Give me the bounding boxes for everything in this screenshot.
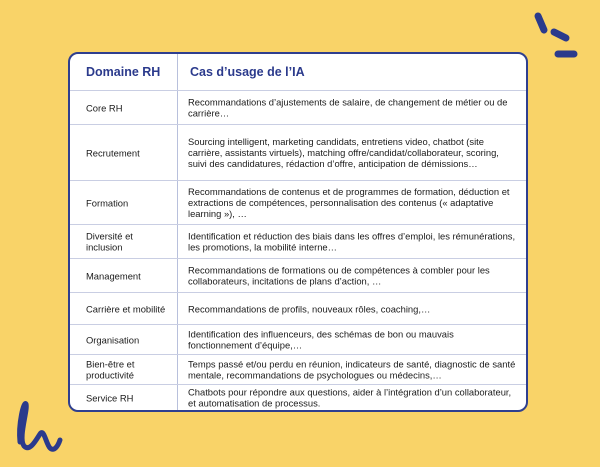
table-header	[70, 54, 526, 90]
domain-cell: Core RH	[86, 101, 123, 113]
header-use-cases: Cas d’usage de l’IA	[190, 65, 305, 79]
three-dots-decoration-icon	[520, 8, 590, 68]
domain-cell: Organisation	[86, 333, 140, 345]
use-case-cell: Recommandations de profils, nouveaux rôles, coaching,…	[188, 302, 431, 314]
table-row	[70, 384, 526, 410]
script-logo-icon	[12, 394, 64, 456]
domain-cell: Recrutement	[86, 146, 140, 158]
table-row	[70, 324, 526, 354]
table-row	[70, 180, 526, 224]
table-row	[70, 292, 526, 324]
domain-cell: Bien-être et productivité	[86, 358, 135, 381]
table-row	[70, 124, 526, 180]
use-case-cell: Chatbots pour répondre aux questions, aider à l’intégration d’un collaborateur, et automatisation de processus.	[188, 386, 512, 409]
domain-cell: Management	[86, 269, 141, 281]
use-case-cell: Recommandations de formations ou de compétences à combler pour les collaborateurs, incitations de plans d’action, …	[188, 264, 490, 287]
use-case-cell: Temps passé et/ou perdu en réunion, indicateurs de santé, diagnostic de santé mentale, recommandations de psychologues ou médecins,…	[188, 358, 516, 381]
table-row	[70, 258, 526, 292]
domain-cell: Diversité et inclusion	[86, 230, 133, 253]
table-row	[70, 224, 526, 258]
use-case-table	[68, 52, 528, 412]
table-row	[70, 90, 526, 124]
domain-cell: Carrière et mobilité	[86, 302, 166, 314]
use-case-cell: Sourcing intelligent, marketing candidats, entretiens video, chatbot (site carrière, assistants virtuels), matching offre/candidat/collaborateur, scoring, suivi des candidatures, rédaction d’offre, anticipation de démissions…	[188, 135, 499, 170]
use-case-cell: Recommandations d’ajustements de salaire, de changement de métier ou de carrière…	[188, 96, 508, 119]
domain-cell: Service RH	[86, 391, 134, 403]
use-case-cell: Identification des influenceurs, des schémas de bon ou mauvais fonctionnement d’équipe,…	[188, 328, 454, 351]
use-case-cell: Recommandations de contenus et de programmes de formation, déduction et extractions de compétences, personnalisation des contenus (« adaptative learning »), …	[188, 185, 510, 220]
header-domain: Domaine RH	[86, 65, 161, 79]
domain-cell: Formation	[86, 196, 129, 208]
table-row	[70, 354, 526, 384]
use-case-cell: Identification et réduction des biais dans les offres d’emploi, les rémunérations, les promotions, la mobilité interne…	[188, 230, 516, 253]
